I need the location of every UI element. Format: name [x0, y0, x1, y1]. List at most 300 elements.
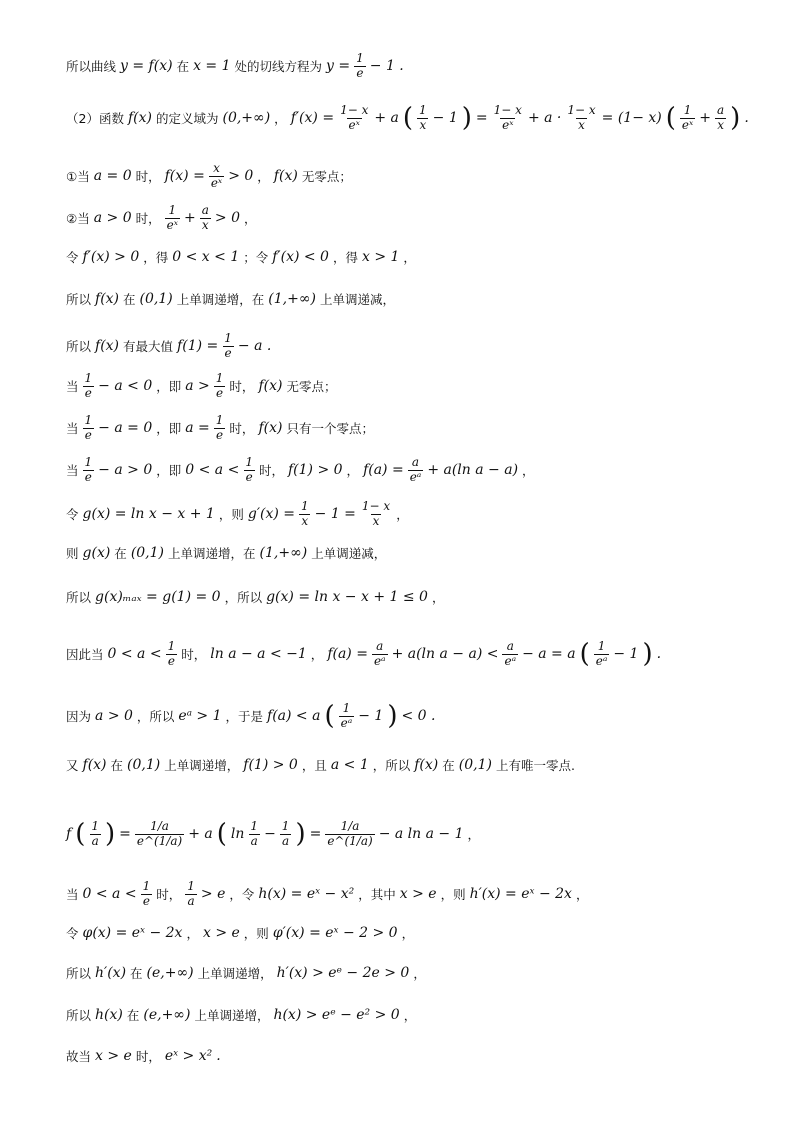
- math-run: − 1 .: [369, 58, 404, 75]
- fraction: [680, 104, 695, 133]
- fraction-denominator: e: [356, 65, 364, 80]
- fraction-denominator: eᵃ: [595, 653, 608, 668]
- fraction-denominator: e: [224, 345, 232, 360]
- math-run: a =: [185, 420, 210, 437]
- fraction: [89, 820, 101, 849]
- text-run: ，得: [143, 250, 169, 265]
- fraction-numerator: 1: [215, 413, 224, 427]
- math-run: eˣ > x²: [164, 1048, 213, 1064]
- math-run: < 0 .: [401, 708, 436, 725]
- math-run: f(a) =: [363, 462, 404, 479]
- fraction: [135, 820, 184, 849]
- text-run: ，即: [156, 379, 182, 395]
- text-run: ，: [403, 250, 416, 265]
- fraction: [83, 414, 95, 443]
- fraction-denominator: e: [142, 893, 150, 908]
- text-run: 上有唯一零点.: [495, 758, 575, 773]
- fraction-numerator: 1: [250, 819, 259, 833]
- text-run: 所以曲线: [66, 59, 117, 75]
- fraction-numerator: 1: [224, 331, 232, 345]
- math-run: .: [216, 1048, 221, 1064]
- text-run: 故当: [66, 1049, 92, 1064]
- solution-line-12: [64, 544, 754, 562]
- math-run: y = f(x): [120, 58, 173, 75]
- fraction: [565, 104, 597, 133]
- text-run: ，: [243, 211, 257, 227]
- math-run: − 1 =: [314, 506, 356, 523]
- text-run: 在: [114, 546, 127, 561]
- solution-line-16: [64, 756, 754, 774]
- fraction-denominator: e^(1/a): [136, 833, 183, 848]
- fraction-numerator: a: [717, 103, 725, 117]
- fraction-denominator: eˣ: [502, 117, 514, 132]
- fraction-denominator: x: [301, 513, 309, 528]
- fraction: [83, 372, 95, 401]
- text-run: 令: [66, 507, 79, 523]
- text-run: 时，: [135, 169, 161, 185]
- fraction-numerator: 1: [281, 819, 290, 833]
- math-run: f(x): [127, 110, 152, 127]
- text-run: 当: [66, 463, 79, 479]
- text-run: 在: [123, 292, 136, 307]
- math-run: f′(x) > 0: [82, 249, 140, 265]
- math-run: > 0: [228, 168, 254, 185]
- fraction: [166, 640, 178, 669]
- fraction: [248, 820, 260, 849]
- fraction-denominator: e: [216, 385, 224, 400]
- math-run: f(1) =: [177, 338, 219, 355]
- text-run: 所以: [66, 966, 92, 981]
- math-run: f(a) =: [327, 646, 368, 663]
- text-run: 时，: [156, 887, 182, 903]
- fraction-numerator: 1: [84, 413, 93, 427]
- text-run: 所以: [66, 1008, 92, 1023]
- math-run: − a > 0: [98, 462, 153, 479]
- math-run: + a(ln a − a) <: [391, 646, 499, 663]
- math-run: (0,1): [127, 757, 161, 773]
- solution-line-14: [64, 640, 754, 669]
- math-run: g(x): [82, 545, 111, 561]
- fraction-numerator: 1− x: [340, 103, 369, 117]
- math-run: x > e: [95, 1048, 132, 1064]
- math-run: 0 < x < 1: [172, 249, 240, 265]
- text-run: 当: [66, 379, 79, 395]
- text-run: ，其中: [358, 887, 396, 903]
- text-run: 令: [66, 926, 79, 941]
- text-run: 上单调递减，: [319, 292, 395, 307]
- math-run: h(x) > eᵉ − e² > 0: [273, 1007, 400, 1023]
- fraction: [209, 162, 224, 191]
- text-run: ，则: [440, 887, 466, 903]
- text-run: 在: [110, 758, 124, 773]
- fraction-denominator: eᵃ: [340, 715, 353, 730]
- math-run: f(x): [95, 338, 120, 355]
- fraction: [243, 456, 255, 485]
- solution-line-20: [64, 964, 754, 982]
- math-run: − 1: [613, 646, 639, 663]
- math-run: 0 < a <: [107, 646, 162, 663]
- math-run: eᵃ > 1: [178, 708, 222, 725]
- fraction-numerator: 1− x: [493, 103, 522, 117]
- math-run: a >: [185, 378, 210, 395]
- math-run: − 1: [358, 708, 384, 725]
- fraction: [200, 204, 211, 233]
- paren: (: [402, 103, 414, 134]
- math-run: − a .: [237, 338, 272, 355]
- text-run: 时，: [229, 421, 255, 437]
- paren: ): [730, 103, 741, 134]
- text-run: ，即: [156, 463, 182, 479]
- text-run: 所以: [66, 292, 92, 307]
- fraction-numerator: 1: [356, 51, 364, 65]
- fraction-denominator: e: [216, 427, 224, 442]
- text-run: 时，: [135, 211, 161, 227]
- solution-line-17: [64, 820, 754, 849]
- fraction-denominator: eˣ: [348, 117, 360, 132]
- text-run: 因为: [66, 709, 92, 725]
- text-run: ，所以: [136, 709, 175, 725]
- text-run: 在: [442, 758, 455, 773]
- text-run: 当: [66, 887, 79, 903]
- fraction: [360, 500, 392, 529]
- fraction-denominator: e: [84, 469, 92, 484]
- fraction-denominator: x: [578, 117, 585, 132]
- text-run: ，: [403, 1008, 417, 1023]
- fraction-denominator: a: [282, 833, 290, 848]
- fraction: [338, 104, 370, 133]
- math-run: x > e: [202, 925, 240, 941]
- text-run: 当: [66, 421, 79, 437]
- paren: (: [75, 819, 86, 850]
- fraction-numerator: 1: [342, 701, 351, 715]
- paren: ): [387, 701, 398, 732]
- math-run: =: [475, 110, 488, 127]
- math-run: 0 < a <: [82, 886, 137, 903]
- fraction-numerator: 1: [167, 639, 176, 653]
- math-run: h(x) = eˣ − x²: [258, 886, 355, 903]
- math-run: a = 0: [93, 168, 132, 185]
- math-run: +: [184, 210, 196, 227]
- text-run: 所以: [66, 339, 92, 355]
- math-run: h(x): [95, 1007, 123, 1023]
- text-run: ，且: [301, 758, 327, 773]
- fraction-denominator: e: [245, 469, 253, 484]
- math-run: ln a − a < −1: [210, 646, 307, 663]
- fraction: [222, 332, 234, 361]
- text-run: ；令: [243, 250, 269, 265]
- fraction-numerator: a: [376, 639, 384, 653]
- text-run: 有最大值: [123, 339, 174, 355]
- math-run: g(x) = ln x − x + 1: [82, 506, 215, 523]
- paren: (: [579, 639, 590, 670]
- text-run: ，: [522, 463, 535, 479]
- fraction-denominator: eᵃ: [504, 653, 517, 668]
- text-run: ①当: [66, 169, 90, 185]
- text-run: 上单调递减，: [311, 546, 387, 561]
- math-run: > e: [200, 886, 226, 903]
- paren: ): [461, 103, 472, 134]
- math-run: x > e: [399, 886, 437, 903]
- text-run: 时，: [258, 463, 284, 479]
- math-run: f(x): [258, 420, 283, 437]
- math-run: (e,+∞): [146, 965, 194, 981]
- math-run: h′(x): [95, 965, 127, 981]
- fraction-numerator: 1− x: [361, 499, 391, 513]
- solution-line-6: [64, 290, 754, 308]
- solution-line-11: [64, 500, 754, 529]
- math-run: =: [119, 826, 131, 843]
- text-run: 的定义域为: [155, 111, 219, 127]
- fraction: [417, 104, 429, 133]
- math-run: − a = 0: [98, 420, 153, 437]
- paren: ): [295, 819, 306, 850]
- math-run: (0,1): [139, 291, 173, 307]
- math-run: h′(x) > eᵉ − 2e > 0: [276, 965, 410, 981]
- fraction-denominator: eˣ: [681, 117, 694, 132]
- solution-line-22: [64, 1047, 754, 1065]
- text-run: ，: [396, 507, 409, 523]
- math-run: (0,1): [130, 545, 165, 561]
- fraction: [165, 204, 180, 233]
- text-run: ，于是: [225, 709, 264, 725]
- solution-line-10: [64, 456, 754, 485]
- text-run: ，所以: [372, 758, 411, 773]
- math-run: f(x): [95, 291, 120, 307]
- fraction: [408, 456, 424, 485]
- text-run: ，: [575, 887, 589, 903]
- text-run: ，: [431, 590, 445, 605]
- math-run: a > 0: [95, 708, 133, 725]
- text-run: 在: [130, 966, 143, 981]
- text-run: 上单调递增，: [164, 758, 240, 773]
- text-run: ，所以: [224, 590, 263, 605]
- text-run: ，即: [156, 421, 182, 437]
- fraction-denominator: a: [250, 833, 258, 848]
- fraction: [83, 456, 95, 485]
- fraction-numerator: a: [506, 639, 514, 653]
- math-run: + a: [374, 110, 399, 127]
- text-run: 时，: [229, 379, 255, 395]
- math-run: (1,+∞): [259, 545, 308, 561]
- paren: (: [216, 819, 227, 850]
- text-run: 上单调递增，: [194, 1008, 270, 1023]
- math-run: g′(x) =: [247, 506, 295, 523]
- text-run: 处的切线方程为: [234, 59, 323, 75]
- math-run: − a ln a − 1: [378, 826, 464, 843]
- math-run: = (1− x): [601, 110, 662, 127]
- fraction-denominator: e^(1/a): [327, 833, 373, 848]
- math-run: f(x): [414, 757, 439, 773]
- math-run: .: [656, 646, 662, 663]
- math-run: x > 1: [361, 249, 400, 265]
- math-run: + a ·: [527, 110, 562, 127]
- fraction-denominator: x: [419, 117, 427, 132]
- fraction-denominator: eᵃ: [373, 653, 386, 668]
- fraction-numerator: 1: [215, 371, 224, 385]
- solution-line-15: [64, 702, 754, 731]
- text-run: 令: [66, 250, 79, 265]
- fraction-numerator: 1: [301, 499, 309, 513]
- fraction-denominator: a: [187, 893, 195, 908]
- fraction-denominator: e: [84, 385, 92, 400]
- fraction: [492, 104, 524, 133]
- fraction-numerator: 1: [597, 639, 606, 653]
- math-run: f(x): [82, 757, 107, 773]
- text-run: ，: [467, 827, 481, 843]
- text-run: ，令: [229, 887, 255, 903]
- paren: ): [104, 819, 116, 850]
- math-run: + a(ln a − a): [427, 462, 519, 479]
- fraction: [339, 702, 355, 731]
- fraction: [354, 52, 366, 81]
- math-run: (1,+∞): [268, 291, 316, 307]
- math-run: x = 1: [193, 58, 231, 75]
- fraction-numerator: 1− x: [567, 103, 596, 117]
- paren: ): [642, 639, 653, 670]
- text-run: 只有一个零点；: [286, 421, 374, 437]
- fraction-numerator: a: [201, 203, 209, 217]
- solution-line-9: [64, 414, 754, 443]
- fraction: [715, 104, 726, 133]
- fraction: [299, 500, 311, 529]
- solution-line-13: [64, 588, 754, 606]
- math-run: (0,1): [458, 757, 492, 773]
- text-run: ，则: [218, 507, 244, 523]
- text-run: 上单调递增，: [197, 966, 273, 981]
- text-run: 又: [66, 758, 79, 773]
- fraction-numerator: 1: [142, 879, 151, 893]
- fraction-numerator: a: [411, 455, 420, 469]
- fraction-numerator: 1: [245, 455, 253, 469]
- math-run: (e,+∞): [143, 1007, 191, 1023]
- text-run: 在: [126, 1008, 140, 1023]
- text-run: 无零点；: [286, 379, 337, 395]
- fraction-numerator: x: [213, 161, 220, 175]
- math-run: .: [744, 110, 749, 127]
- fraction-denominator: eˣ: [210, 175, 223, 190]
- fraction-numerator: 1: [91, 819, 99, 833]
- fraction-numerator: 1: [187, 879, 195, 893]
- math-run: φ′(x) = eˣ − 2 > 0: [272, 925, 398, 941]
- text-run: ，: [274, 111, 287, 127]
- fraction-denominator: x: [717, 117, 724, 132]
- solution-line-7: [64, 332, 754, 361]
- fraction-numerator: 1: [84, 455, 93, 469]
- fraction-numerator: 1: [168, 203, 177, 217]
- fraction-numerator: 1: [419, 103, 427, 117]
- paren: (: [324, 701, 335, 732]
- fraction-denominator: a: [91, 833, 99, 848]
- text-run: 时，: [135, 1049, 161, 1064]
- math-run: − a = a: [522, 646, 576, 663]
- fraction: [372, 640, 388, 669]
- math-run: h′(x) = eˣ − 2x: [469, 886, 572, 903]
- solution-line-1: [64, 52, 754, 81]
- fraction: [502, 640, 518, 669]
- text-run: ，: [257, 169, 270, 185]
- math-run: 0 < a <: [185, 462, 240, 479]
- text-run: 所以: [66, 590, 92, 605]
- math-run: =: [309, 826, 322, 843]
- solution-line-2: [64, 104, 754, 133]
- text-run: ，: [186, 926, 199, 941]
- math-run: g(x)ₘₐₓ = g(1) = 0: [95, 589, 221, 605]
- text-run: ②当: [66, 211, 90, 227]
- math-run: f(1) > 0: [287, 462, 343, 479]
- text-run: ，则: [243, 926, 269, 941]
- solution-line-5: [64, 248, 754, 266]
- math-run: +: [699, 110, 712, 127]
- fraction-denominator: e: [84, 427, 92, 442]
- text-run: ，得: [332, 250, 358, 265]
- math-run: f′(x) < 0: [272, 249, 329, 265]
- fraction-numerator: 1: [683, 103, 692, 117]
- fraction-numerator: 1/a: [150, 819, 169, 833]
- text-run: ，: [310, 647, 324, 663]
- math-run: f′(x) =: [290, 110, 335, 127]
- paren: (: [665, 103, 676, 134]
- fraction-denominator: eᵃ: [409, 469, 422, 484]
- math-run: f(x) =: [164, 168, 205, 185]
- text-run: ，: [413, 966, 426, 981]
- fraction-denominator: e: [167, 653, 175, 668]
- fraction: [214, 414, 226, 443]
- text-run: （2）函数: [66, 111, 124, 127]
- math-run: φ(x) = eˣ − 2x: [82, 925, 183, 941]
- math-run: f(a) < a: [267, 708, 321, 725]
- fraction-denominator: eˣ: [166, 217, 178, 232]
- math-run: + a: [188, 826, 213, 843]
- solution-line-19: [64, 924, 754, 942]
- text-run: ，: [401, 926, 415, 941]
- math-run: − a < 0: [98, 378, 153, 395]
- math-run: f(x): [273, 168, 298, 185]
- solution-line-18: [64, 880, 754, 909]
- math-run: f(1) > 0: [243, 757, 298, 773]
- math-run: g(x) = ln x − x + 1 ≤ 0: [266, 589, 428, 605]
- math-run: − 1: [432, 110, 458, 127]
- text-run: ，: [346, 463, 360, 479]
- fraction-numerator: 1/a: [340, 819, 360, 833]
- text-run: 上单调递增，在: [168, 546, 256, 561]
- fraction: [214, 372, 226, 401]
- fraction: [280, 820, 292, 849]
- math-run: ln: [230, 826, 245, 843]
- solution-line-8: [64, 372, 754, 401]
- fraction-denominator: x: [372, 513, 380, 528]
- math-run: f: [66, 826, 72, 843]
- fraction: [141, 880, 153, 909]
- math-run: (0,+∞): [222, 110, 271, 127]
- fraction-denominator: x: [201, 217, 209, 232]
- math-run: a < 1: [330, 757, 369, 773]
- solution-line-4: [64, 204, 754, 233]
- text-run: 时，: [181, 647, 207, 663]
- fraction-numerator: 1: [84, 371, 93, 385]
- solution-line-3: [64, 162, 754, 191]
- fraction: [185, 880, 197, 909]
- text-run: 则: [66, 546, 79, 561]
- math-run: a > 0: [93, 210, 132, 227]
- text-run: 因此当: [66, 647, 104, 663]
- math-run: f(x): [258, 378, 283, 395]
- fraction: [594, 640, 610, 669]
- text-run: 无零点；: [301, 169, 352, 185]
- text-run: 上单调递增，在: [176, 292, 265, 307]
- math-run: y =: [326, 58, 351, 75]
- fraction: [325, 820, 374, 849]
- solution-line-21: [64, 1006, 754, 1024]
